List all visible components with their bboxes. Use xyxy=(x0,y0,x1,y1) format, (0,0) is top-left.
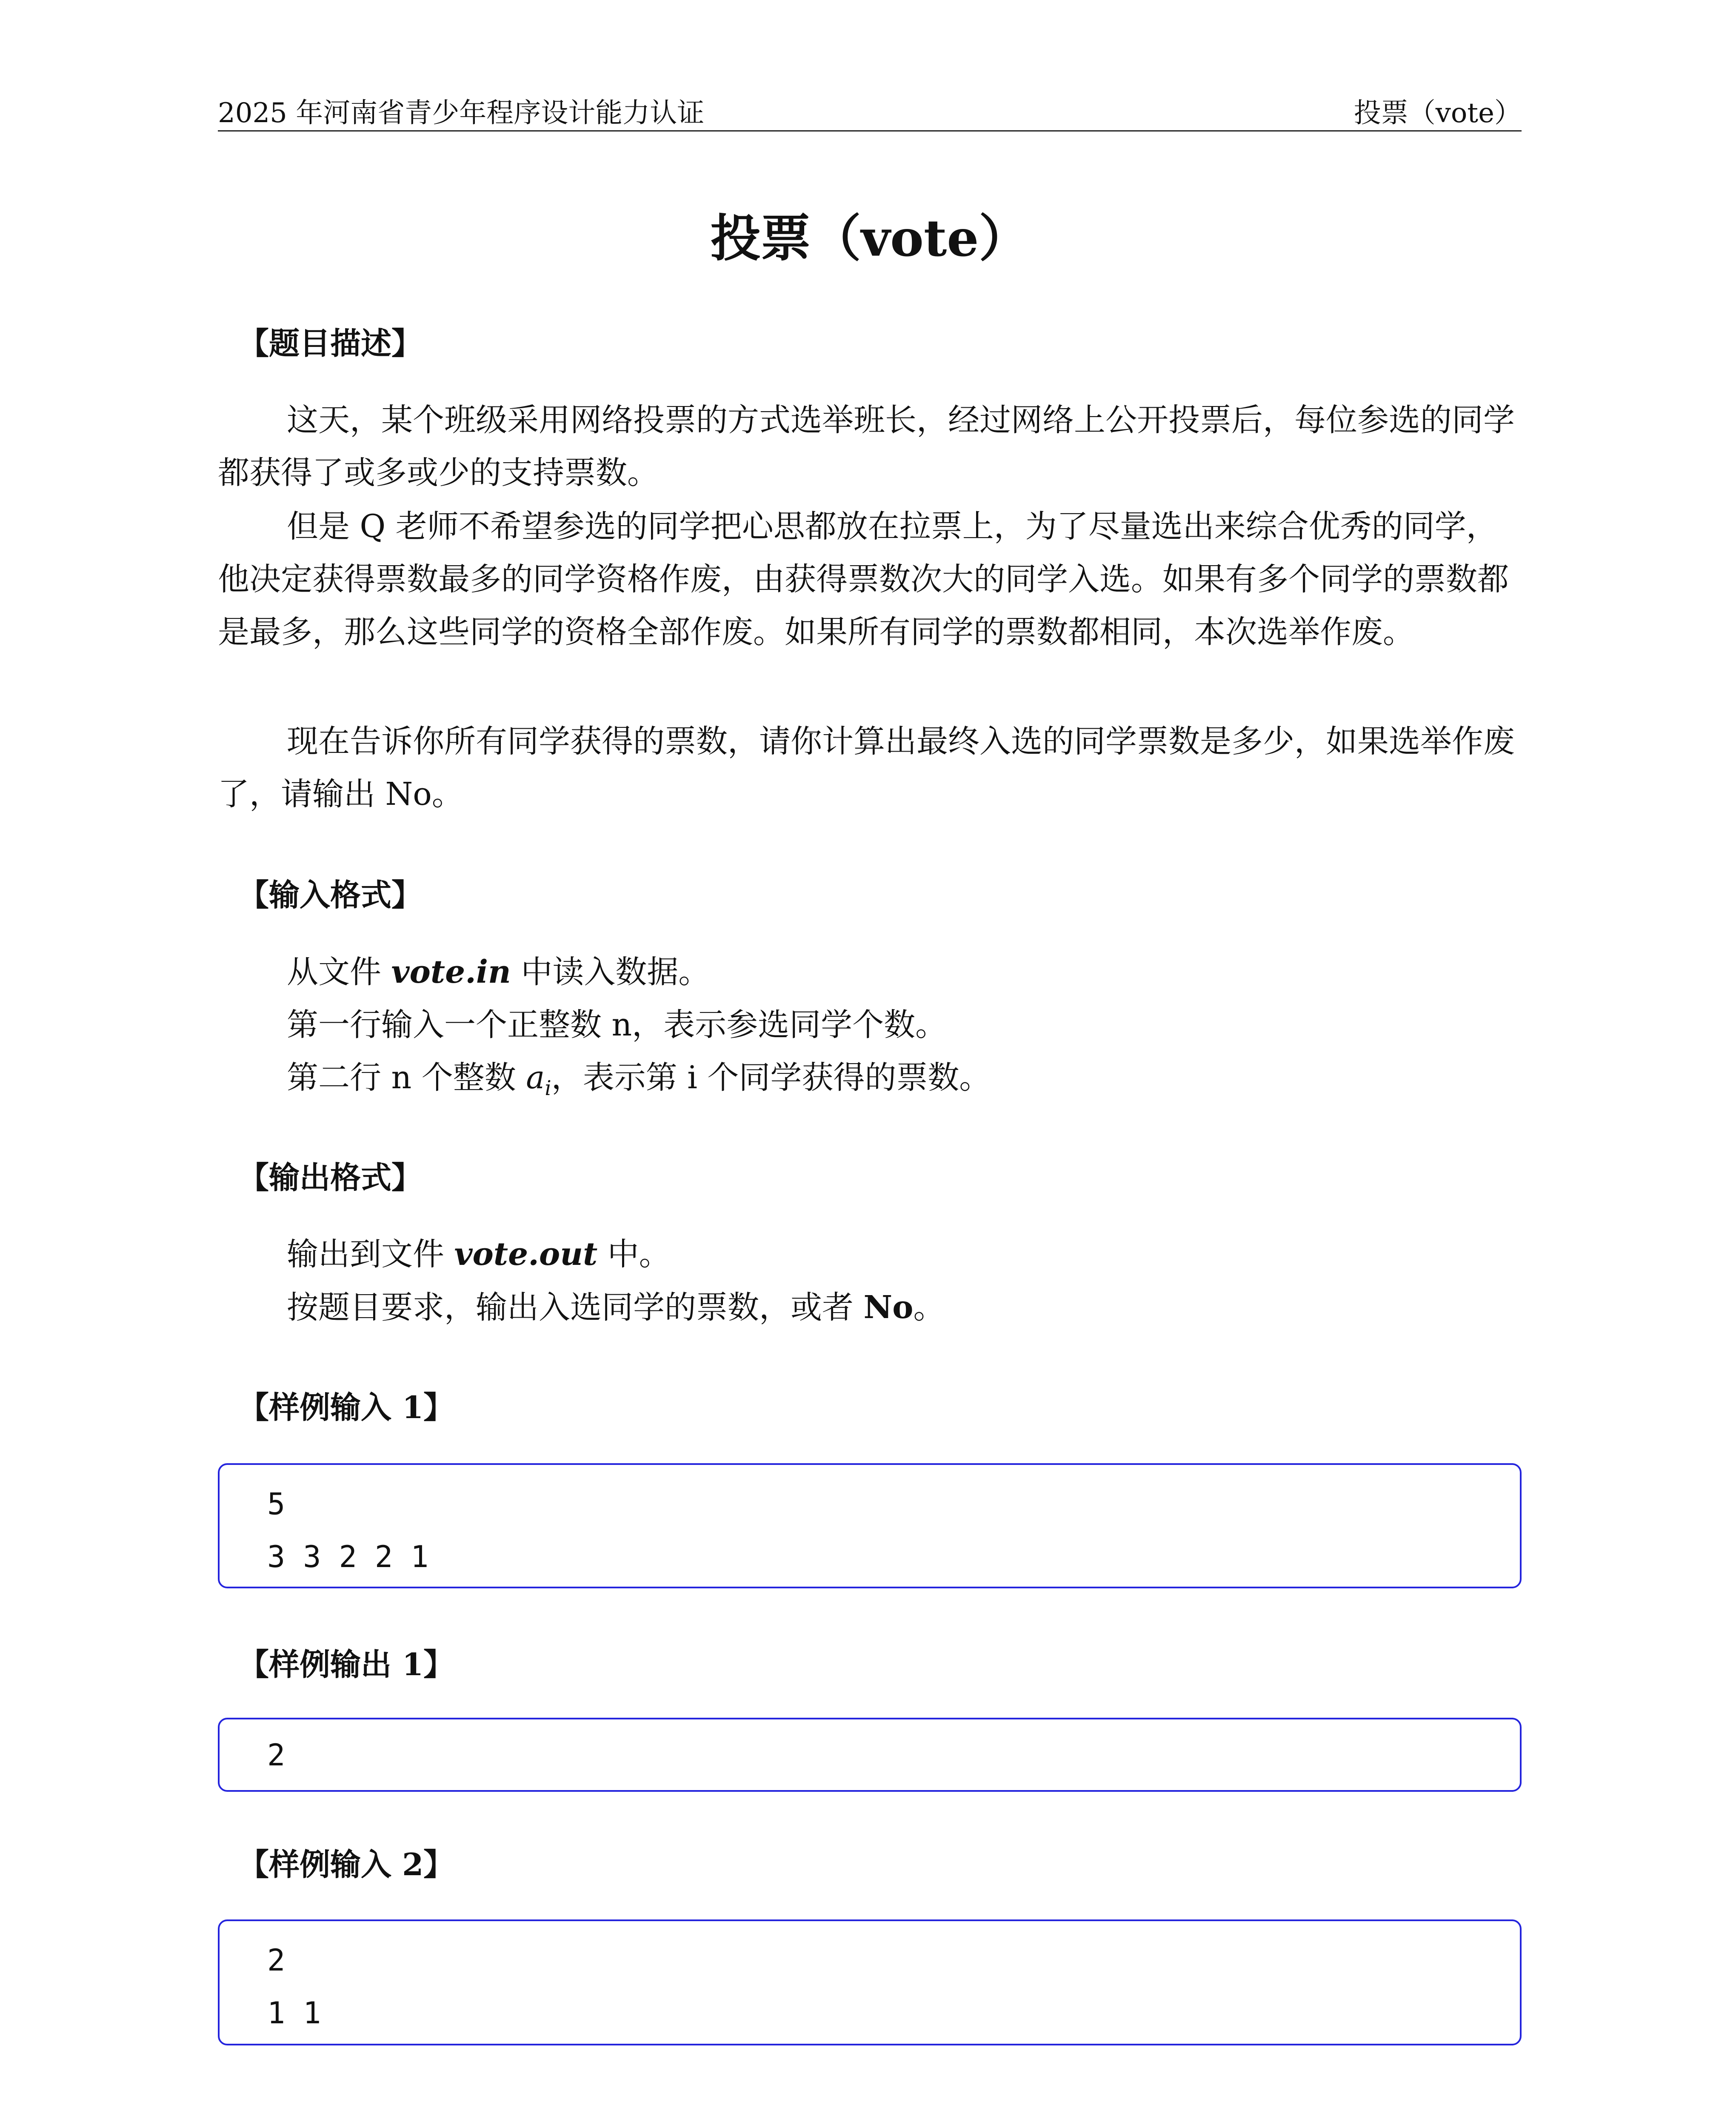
output-format-line-2-suffix: 。 xyxy=(913,1289,945,1326)
input-file-name: vote.in xyxy=(391,954,511,990)
input-format-line-1-suffix: 中读入数据。 xyxy=(511,954,710,990)
output-format-line-1 xyxy=(287,1228,1521,1281)
sample-input-2-heading: 【样例输入 2】 xyxy=(238,1846,454,1882)
sample-input-2-line-1: 2 xyxy=(267,1943,286,1978)
sample-input-1-heading: 【样例输入 1】 xyxy=(238,1389,454,1425)
description-heading: 【题目描述】 xyxy=(238,325,423,361)
sample-input-1-box xyxy=(218,1463,1522,1588)
sample-input-2-line-2: 1 1 xyxy=(267,1996,321,2031)
output-format-line-2-prefix: 按题目要求，输出入选同学的票数，或者 xyxy=(287,1289,864,1326)
output-format-line-2 xyxy=(287,1281,1521,1334)
sample-input-2-box xyxy=(218,1919,1522,2045)
output-format-no-keyword: No xyxy=(863,1289,914,1326)
sample-output-1-line-1: 2 xyxy=(267,1738,286,1773)
page-header xyxy=(218,92,1522,132)
sample-output-1-box xyxy=(218,1718,1522,1792)
sample-input-1-line-1: 5 xyxy=(267,1487,286,1522)
input-format-line-3-prefix: 第二行 n 个整数 xyxy=(287,1059,526,1096)
input-format-line-3 xyxy=(287,1051,1521,1115)
input-format-line-3-suffix: ，表示第 i 个同学获得的票数。 xyxy=(551,1059,991,1096)
input-format-line-1 xyxy=(287,946,1521,998)
input-format-subscript-i: i xyxy=(545,1076,551,1100)
input-format-line-1-prefix: 从文件 xyxy=(287,954,391,990)
description-paragraph-3: 现在告诉你所有同学获得的票数，请你计算出最终入选的同学票数是多少，如果选举作废了，请输出 No。 xyxy=(218,723,1515,812)
input-format-line-2: 第一行输入一个正整数 n，表示参选同学个数。 xyxy=(287,1007,947,1043)
header-right-title: 投票（vote） xyxy=(1353,97,1522,129)
output-format-heading: 【输出格式】 xyxy=(238,1159,423,1196)
description-paragraph-1: 这天，某个班级采用网络投票的方式选举班长，经过网络上公开投票后，每位参选的同学都获得了或多或少的支持票数。 xyxy=(218,402,1515,491)
sample-input-1-line-2: 3 3 2 2 1 xyxy=(267,1539,429,1574)
description-paragraph-2: 但是 Q 老师不希望参选的同学把心思都放在拉票上，为了尽量选出来综合优秀的同学，他决定获得票数最多的同学资格作废，由获得票数次大的同学入选。如果有多个同学的票数都是最多，那么这些同学的资格全部作废。如果所有同学的票数都相同，本次选举作废。 xyxy=(218,508,1509,650)
input-format-heading: 【输入格式】 xyxy=(238,877,423,913)
output-format-line-1-suffix: 中。 xyxy=(597,1236,671,1273)
output-file-name: vote.out xyxy=(454,1236,598,1273)
document-title: 投票（vote） xyxy=(710,209,1029,268)
sample-output-1-heading: 【样例输出 1】 xyxy=(238,1646,454,1682)
input-format-variable-a: a xyxy=(526,1059,545,1096)
header-left-title: 2025 年河南省青少年程序设计能力认证 xyxy=(218,97,705,129)
output-format-line-1-prefix: 输出到文件 xyxy=(287,1236,454,1273)
